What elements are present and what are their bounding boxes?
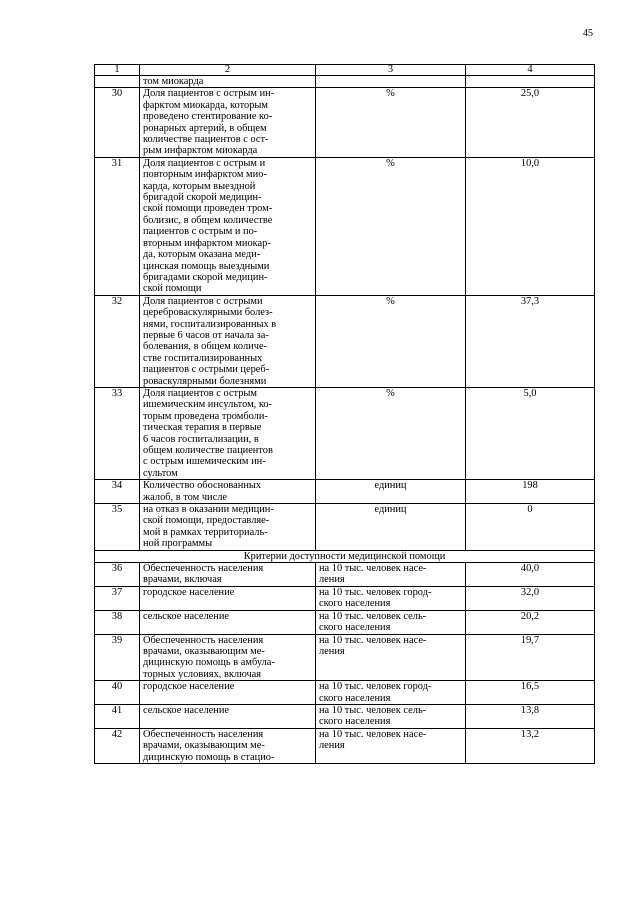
row-number: 35	[95, 504, 140, 551]
indicator-value: 13,2	[466, 728, 595, 763]
section-title: Критерии доступности медицинской помощи	[95, 550, 595, 562]
table-row	[95, 704, 595, 728]
row-number: 31	[95, 157, 140, 295]
table-row	[95, 88, 595, 157]
unit-of-measure: %	[316, 295, 466, 387]
indicator-value: 40,0	[466, 563, 595, 587]
table-row	[95, 563, 595, 587]
header-cell: 4	[466, 65, 595, 76]
row-number: 39	[95, 634, 140, 681]
indicator-name: Обеспеченность населения врачами, оказывающим ме- дицинскую помощь в амбула- торных условиях, включая	[140, 634, 316, 681]
indicators-table	[94, 64, 595, 764]
unit-of-measure: %	[316, 88, 466, 157]
row-number: 33	[95, 387, 140, 479]
header-cell: 2	[140, 65, 316, 76]
header-cell: 1	[95, 65, 140, 76]
table-header-row	[95, 65, 595, 76]
unit-of-measure	[316, 76, 466, 88]
indicator-name: Доля пациентов с острыми цереброваскулярными болез- нями, госпитализированных в первые 6 часов от начала за- болевания, в общем количе- стве госпитализированных пациентов с острыми цереб- роваскулярными болезнями	[140, 295, 316, 387]
unit-of-measure: на 10 тыс. человек город- ского населения	[316, 681, 466, 705]
unit-of-measure: %	[316, 387, 466, 479]
indicator-name: городское население	[140, 586, 316, 610]
unit-of-measure: %	[316, 157, 466, 295]
row-number: 32	[95, 295, 140, 387]
unit-of-measure: на 10 тыс. человек город- ского населения	[316, 586, 466, 610]
table-row	[95, 634, 595, 681]
indicator-name: Доля пациентов с острым ин- фарктом миокарда, которым проведено стентирование ко- ронарных артерий, в общем количестве пациентов с ост- рым инфарктом миокарда	[140, 88, 316, 157]
indicator-value: 37,3	[466, 295, 595, 387]
table-row	[95, 76, 595, 88]
indicator-value: 32,0	[466, 586, 595, 610]
unit-of-measure: на 10 тыс. человек насе- ления	[316, 634, 466, 681]
row-number	[95, 76, 140, 88]
table-row	[95, 295, 595, 387]
indicator-name: Доля пациентов с острым и повторным инфарктом мио- карда, которым выездной бригадой скорой медицин- ской помощи проведен тром- болизис, в общем количестве пациентов с острым и по- вторным инфарктом миокар- да, которым оказана меди- цинская помощь выездными бригадами скорой медицин- ской помощи	[140, 157, 316, 295]
unit-of-measure: на 10 тыс. человек сель- ского населения	[316, 704, 466, 728]
indicator-value: 13,8	[466, 704, 595, 728]
page-number: 45	[583, 28, 593, 39]
indicator-value: 5,0	[466, 387, 595, 479]
table-row	[95, 387, 595, 479]
unit-of-measure: на 10 тыс. человек насе- ления	[316, 728, 466, 763]
indicator-name: сельское население	[140, 610, 316, 634]
unit-of-measure: единиц	[316, 504, 466, 551]
header-cell: 3	[316, 65, 466, 76]
indicator-name: на отказ в оказании медицин- ской помощи, предоставляе- мой в рамках территориаль- ной программы	[140, 504, 316, 551]
indicator-value	[466, 76, 595, 88]
indicator-value: 198	[466, 480, 595, 504]
indicator-value: 0	[466, 504, 595, 551]
indicator-name: том миокарда	[140, 76, 316, 88]
indicator-value: 20,2	[466, 610, 595, 634]
indicator-value: 19,7	[466, 634, 595, 681]
row-number: 42	[95, 728, 140, 763]
table-row	[95, 728, 595, 763]
indicator-value: 10,0	[466, 157, 595, 295]
row-number: 41	[95, 704, 140, 728]
table-row	[95, 586, 595, 610]
table-row	[95, 480, 595, 504]
section-row	[95, 550, 595, 562]
table-row	[95, 681, 595, 705]
table-row	[95, 157, 595, 295]
indicator-name: Обеспеченность населения врачами, оказывающим ме- дицинскую помощь в стацио-	[140, 728, 316, 763]
unit-of-measure: единиц	[316, 480, 466, 504]
indicator-name: сельское население	[140, 704, 316, 728]
row-number: 40	[95, 681, 140, 705]
table-row	[95, 504, 595, 551]
table-row	[95, 610, 595, 634]
indicator-value: 25,0	[466, 88, 595, 157]
unit-of-measure: на 10 тыс. человек насе- ления	[316, 563, 466, 587]
row-number: 38	[95, 610, 140, 634]
indicator-value: 16,5	[466, 681, 595, 705]
unit-of-measure: на 10 тыс. человек сель- ского населения	[316, 610, 466, 634]
row-number: 34	[95, 480, 140, 504]
indicator-name: Обеспеченность населения врачами, включая	[140, 563, 316, 587]
indicator-name: Доля пациентов с острым ишемическим инсультом, ко- торым проведена тромболи- тическая терапия в первые 6 часов госпитализации, в общем количестве пациентов с острым ишемическим ин- сультом	[140, 387, 316, 479]
row-number: 37	[95, 586, 140, 610]
indicator-name: городское население	[140, 681, 316, 705]
row-number: 36	[95, 563, 140, 587]
indicator-name: Количество обоснованных жалоб, в том числе	[140, 480, 316, 504]
row-number: 30	[95, 88, 140, 157]
